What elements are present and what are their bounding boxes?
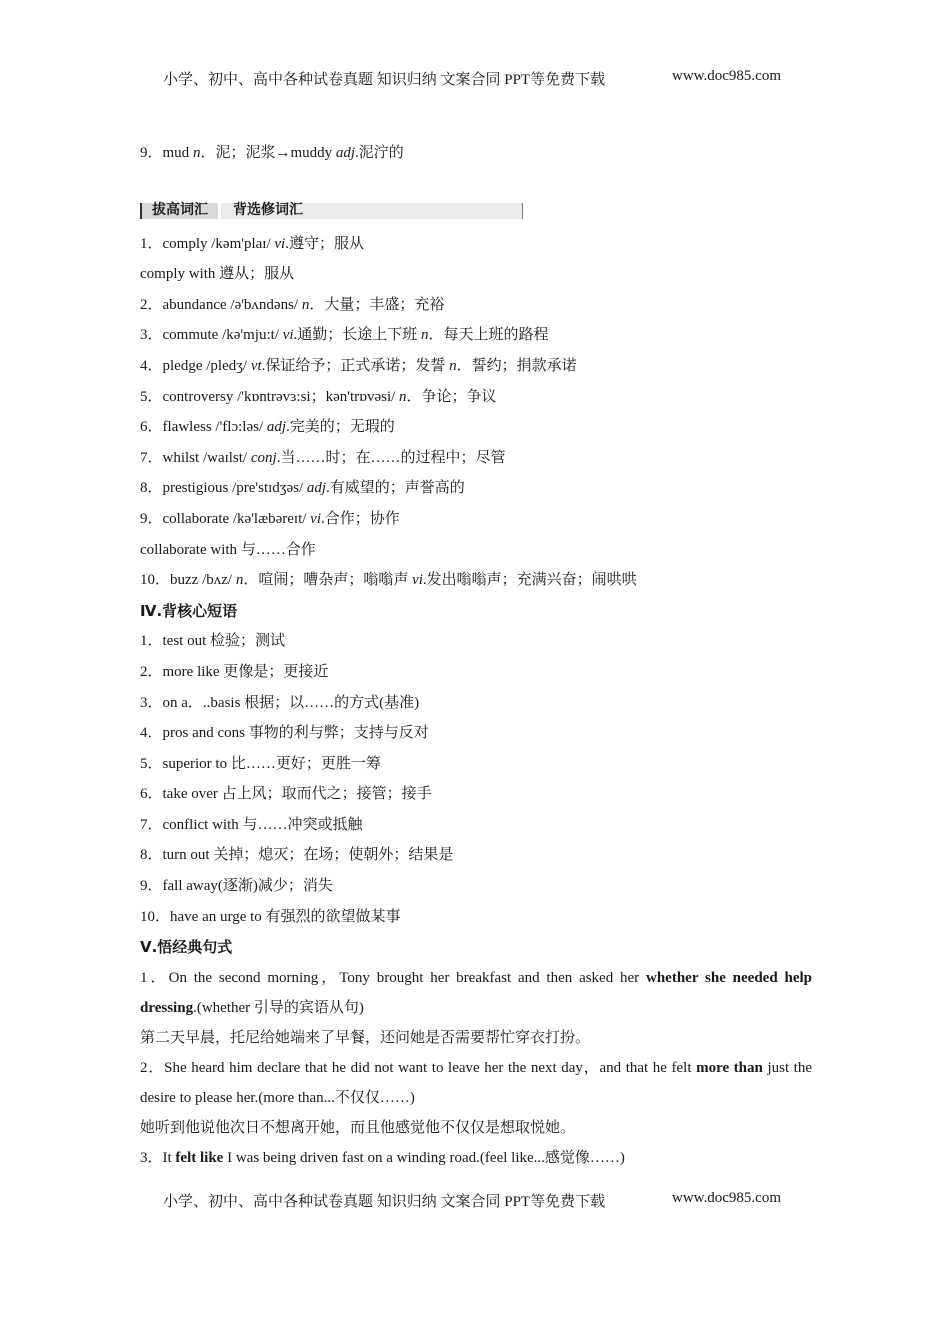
phrase-item: 8．turn out 关掉；熄灭；在场；使朝外；结果是: [140, 847, 454, 864]
vocab-word: collaborate with 与……合作: [140, 541, 316, 558]
vocab-meaning: ．喧闹；嘈杂声；嗡嗡声: [243, 572, 413, 589]
sentence-pre: 1．On the second morning，Tony brought her breakfast and then asked her: [140, 969, 646, 986]
sentence-list: [140, 963, 812, 1173]
vocab-item: [140, 443, 812, 474]
vocab-meaning: .保证给予；正式承诺；发誓: [261, 357, 450, 374]
phrase-item: 7．conflict with 与……冲突或抵触: [140, 816, 363, 833]
phrase-item: 2．more like 更像是；更接近: [140, 663, 329, 680]
vocab-meaning2: .发出嗡嗡声；充满兴奋；闹哄哄: [422, 572, 637, 589]
phrase-item: 10．have an urge to 有强烈的欲望做某事: [140, 908, 401, 925]
vocab-word: commute /kə'mju:t/: [162, 327, 283, 344]
sentence-post: .(whether 引导的宾语从句): [193, 999, 364, 1016]
vocab-pos: n: [399, 388, 407, 405]
vocab-item: [140, 320, 812, 351]
vocab-pos: vi: [310, 510, 321, 527]
vocab-pos: vi: [274, 235, 286, 252]
phrase-item: 5．superior to 比……更好；更胜一筹: [140, 755, 381, 772]
sentence-post: just the desire to please her.(more than...不仅仅……): [140, 1059, 813, 1106]
sentence-translation: 第二天早晨，托尼给她端来了早餐，还问她是否需要帮忙穿衣打扮。: [140, 1029, 591, 1046]
vocab-pos: vt: [250, 357, 262, 374]
vocab-num: 6．: [140, 419, 163, 436]
vocab-word: flawless /'flɔ:ləs/: [162, 419, 267, 436]
section-bar: [140, 203, 523, 219]
footer-url[interactable]: www.doc985.com: [672, 1190, 782, 1206]
sentences-heading: Ⅴ.悟经典句式: [140, 938, 233, 957]
vocab-item: [140, 565, 812, 596]
vocab-meaning: .完美的；无瑕的: [286, 419, 395, 436]
vocab-num: 3．: [140, 327, 163, 344]
sentence-item: [140, 1053, 812, 1113]
vocab-meaning: ．大量；丰盛；充裕: [309, 296, 445, 313]
vocab-item: [140, 229, 812, 260]
vocab-pos2: n: [421, 327, 429, 344]
vocab-word: collaborate /kə'læbəreɪt/: [162, 510, 311, 527]
vocab-pos2: n: [449, 357, 457, 374]
section-bar-right: 背选修词汇: [221, 203, 522, 219]
vocab-pos: adj: [266, 419, 287, 436]
phrase-item: 9．fall away(逐渐)减少；消失: [140, 878, 333, 895]
top-vocab-item: 9．mud n．泥；泥浆→muddy adj.泥泞的: [140, 145, 404, 161]
vocab-meaning: .当……时；在……的过程中；尽管: [276, 449, 506, 466]
vocab-pos2: vi: [412, 572, 423, 589]
vocab-list: [140, 229, 812, 596]
vocab-item: [140, 351, 812, 382]
vocab-num: 7．: [140, 449, 163, 466]
vocab-num: 2．: [140, 296, 163, 313]
vocab-meaning2: ．每天上班的路程: [428, 327, 549, 344]
vocab-pos: vi: [282, 327, 294, 344]
vocab-item: [140, 382, 812, 413]
vocab-meaning: .通勤；长途上下班: [293, 327, 422, 344]
vocab-word: comply with 遵从；服从: [140, 266, 295, 283]
sentence-bold: more than: [696, 1059, 763, 1076]
phrase-list: [140, 626, 812, 932]
phrase-item: 4．pros and cons 事物的利与弊；支持与反对: [140, 725, 429, 742]
vocab-num: 5．: [140, 388, 163, 405]
vocab-item: [140, 535, 812, 566]
sentence-translation: 她听到他说他次日不想离开她，而且他感觉他不仅仅是想取悦她。: [140, 1119, 576, 1136]
vocab-num: 9．: [140, 510, 163, 527]
sentence-bold: whether she needed help dressing: [140, 969, 812, 1016]
footer-text: 小学、初中、高中各种试卷真题 知识归纳 文案合同 PPT等免费下载: [163, 1194, 606, 1210]
vocab-item: [140, 504, 812, 535]
vocab-word: buzz /bʌz/: [170, 572, 236, 589]
phrase-item: 3．on a．..basis 根据；以……的方式(基准): [140, 694, 420, 711]
vocab-num: 1．: [140, 235, 163, 252]
vocab-word: whilst /waɪlst/: [162, 449, 251, 466]
vocab-word: comply /kəm'plaɪ/: [162, 235, 275, 252]
header-url[interactable]: www.doc985.com: [672, 68, 782, 84]
document-body: [140, 138, 812, 1173]
vocab-meaning2: ．誓约；捐款承诺: [456, 357, 577, 374]
vocab-word: prestigious /pre'stɪdʒəs/: [162, 480, 307, 497]
sentence-item: [140, 963, 812, 1023]
phrase-item: 6．take over 占上风；取而代之；接管；接手: [140, 786, 432, 803]
sentence-bold: felt like: [175, 1149, 224, 1166]
sentence-pre: 3．It: [140, 1149, 176, 1166]
vocab-meaning: ．争论；争议: [406, 388, 497, 405]
sentence-post: I was being driven fast on a winding road.(feel like...感觉像……): [223, 1149, 625, 1166]
vocab-pos: conj: [250, 449, 277, 466]
vocab-pos: adj: [306, 480, 327, 497]
sentence-pre: 2．She heard him declare that he did not want to leave her the next day，and that he felt: [140, 1059, 697, 1076]
vocab-item: [140, 290, 812, 321]
phrase-item: 1．test out 检验；测试: [140, 633, 285, 650]
vocab-meaning: .合作；协作: [321, 510, 400, 527]
vocab-pos: n: [301, 296, 310, 313]
vocab-num: 10．: [140, 572, 171, 589]
vocab-meaning: .有威望的；声誉高的: [326, 480, 465, 497]
vocab-pos: n: [235, 572, 244, 589]
vocab-num: 4．: [140, 357, 163, 374]
vocab-meaning: .遵守；服从: [285, 235, 364, 252]
section-bar-left: 拔高词汇: [142, 203, 221, 219]
vocab-word: pledge /pledʒ/: [162, 357, 251, 374]
vocab-item: [140, 473, 812, 504]
phrases-heading: Ⅳ.背核心短语: [140, 601, 238, 620]
header-text: 小学、初中、高中各种试卷真题 知识归纳 文案合同 PPT等免费下载: [163, 72, 606, 88]
vocab-word: abundance /ə'bʌndəns/: [162, 296, 302, 313]
sentence-item: [140, 1143, 812, 1173]
vocab-word: controversy /'kɒntrəvɜ:si；kən'trɒvəsi/: [162, 388, 400, 405]
vocab-item: [140, 412, 812, 443]
vocab-item: [140, 259, 812, 290]
vocab-num: 8．: [140, 480, 163, 497]
